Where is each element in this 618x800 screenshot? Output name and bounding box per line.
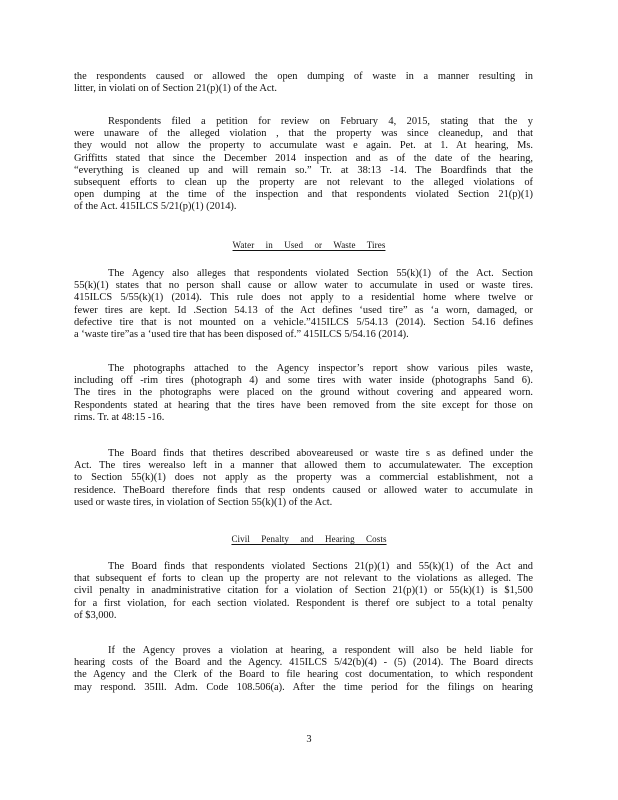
text-line: that subsequent ef forts to clean up the property are not relevant to the violations as alleged. The	[74, 573, 533, 585]
text-line: hearing costs of the Board and the Agency. 415ILCS 5/42(b)(4) - (5) (2014). The Board directs	[74, 657, 533, 669]
text-line: to Section 55(k)(1) does not apply as the property was a commercial establishment, not a	[74, 472, 533, 484]
text-line: Act. The tires werealso left in a manner that allowed them to accumulatewater. The exception	[74, 460, 533, 472]
text-line: 415ILCS 5/55(k)(1) (2014). This rule does not apply to a residential home where twelve or	[74, 292, 533, 304]
text-line: Griffitts stated that since the December 2014 inspection and as of the date of the hearing,	[74, 152, 533, 164]
text-line: were unaware of the alleged violation , that the property was since cleanedup, and that	[74, 128, 533, 140]
text-line: civil penalty in anadministrative citation for a violation of Section 21(p)(1) or 55(k)(1) is $1,500	[74, 585, 533, 597]
text-line: used or waste tires, in violation of Section 55(k)(1) of the Act.	[74, 496, 333, 508]
text-line: of the Act. 415ILCS 5/21(p)(1) (2014).	[74, 201, 237, 213]
section-heading-civil-penalty	[0, 533, 618, 545]
paragraph-respondents-petition	[74, 116, 533, 214]
heading-text: Water in Used or Waste Tires	[232, 240, 386, 250]
paragraph-photographs	[74, 363, 533, 424]
text-line: The Board finds that thetires described aboveareused or waste tire s as defined under the	[108, 448, 533, 459]
text-line: of $3,000.	[74, 609, 117, 621]
text-line: may respond. 35Ill. Adm. Code 108.506(a). After the time period for the filings on hearing	[74, 681, 533, 693]
text-line: Respondents filed a petition for review on February 4, 2015, stating that the y	[108, 116, 533, 127]
text-line: the respondents caused or allowed the open dumping of waste in a manner resulting in	[74, 71, 533, 82]
text-line: defective tire that is not mounted on a vehicle.”415ILCS 5/54.13 (2014). Section 54.16 defines	[74, 316, 533, 328]
text-line: Respondents stated at hearing that the tires have been removed from the site except for those on	[74, 399, 533, 411]
text-line: rims. Tr. at 48:15 -16.	[74, 411, 165, 423]
text-line: “everything is cleaned up and will remain so.” Tr. at 38:13 -14. The Boardfinds that the	[74, 164, 533, 176]
section-heading-water-in-tires	[0, 239, 618, 251]
text-line: The Board finds that respondents violated Sections 21(p)(1) and 55(k)(1) of the Act and	[108, 561, 533, 572]
paragraph-hearing-costs	[74, 645, 533, 694]
paragraph-board-finds-tires	[74, 448, 533, 509]
text-line: open dumping at the time of the inspection and that respondents violated Section 21(p)(1)	[74, 189, 533, 201]
text-line: including off -rim tires (photograph 4) and some tires with water inside (photographs 5and 6).	[74, 375, 533, 387]
text-line: 55(k)(1) states that no person shall cause or allow water to accumulate in used or waste tires.	[74, 280, 533, 292]
text-line: The photographs attached to the Agency inspector’s report show various piles waste,	[108, 363, 533, 374]
text-line: fewer tires are kept. Id .Section 54.13 of the Act defines ‘used tire” as ‘a worn, damaged, or	[74, 304, 533, 316]
text-line: subsequent efforts to clean up the property are not relevant to the alleged violations of	[74, 177, 533, 189]
page-number: 3	[306, 734, 312, 745]
text-line: litter, in violati on of Section 21(p)(1) of the Act.	[74, 83, 278, 95]
text-line: If the Agency proves a violation at hearing, a respondent will also be held liable for	[108, 645, 533, 656]
paragraph-agency-allegation	[74, 268, 533, 341]
text-line: residence. TheBoard therefore finds that resp ondents caused or allowed water to accumulate in	[74, 484, 533, 496]
text-line: The tires in the photographs were placed on the ground without covering and appeared worn.	[74, 387, 533, 399]
paragraph-open-dumping-conclusion	[74, 71, 533, 95]
paragraph-civil-penalty	[74, 561, 533, 622]
heading-text: Civil Penalty and Hearing Costs	[231, 534, 387, 544]
text-line: The Agency also alleges that respondents violated Section 55(k)(1) of the Act. Section	[108, 268, 533, 279]
text-line: they would not allow the property to accumulate wast e again. Pet. at 1. At hearing, Ms.	[74, 140, 533, 152]
text-line: a ‘waste tire”as a ‘used tire that has been disposed of.” 415ILCS 5/54.16 (2014).	[74, 329, 409, 341]
text-line: for a first violation, for each section violated. Respondent is theref ore subject to a total penalty	[74, 597, 533, 609]
text-line: the Agency and the Clerk of the Board to file hearing cost documentation, to which respondent	[74, 669, 533, 681]
